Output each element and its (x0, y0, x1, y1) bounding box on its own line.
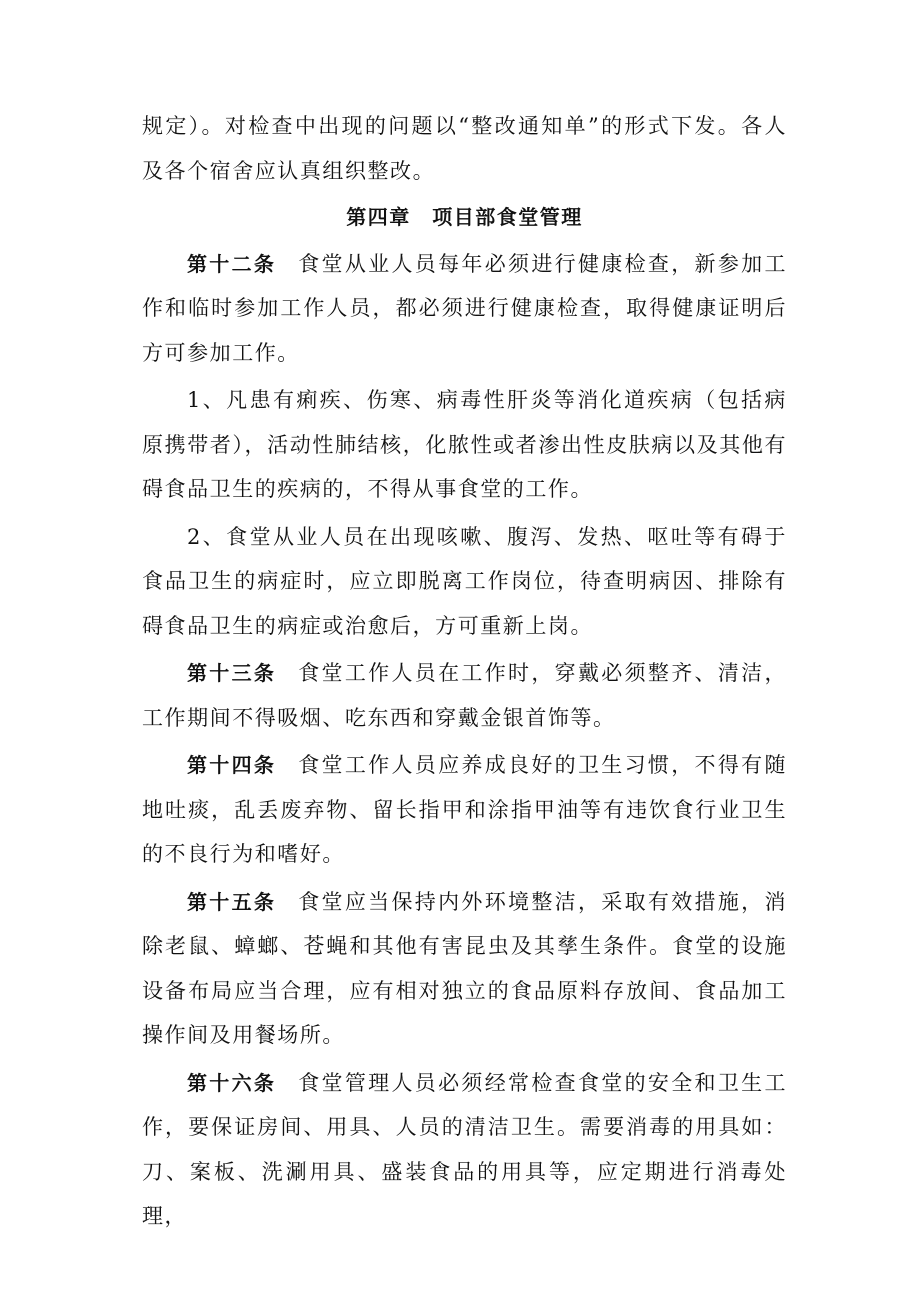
article-label: 第十四条 (187, 753, 277, 777)
article-text: 食堂应当保持内外环境整洁，采取有效措施，消除老鼠、蟑螂、苍蝇和其他有害昆虫及其孳生条件。食堂的设施设备布局应当合理，应有相对独立的食品原料存放间、食品加工操作间及用餐场所。 (142, 889, 787, 1047)
chapter-title: 第四章 项目部食堂管理 (346, 205, 583, 229)
article-text: 食堂工作人员应养成良好的卫生习惯，不得有随地吐痰，乱丢废弃物、留长指甲和涂指甲油等有违饮食行业卫生的不良行为和嗜好。 (142, 753, 787, 866)
article-14 (142, 743, 787, 877)
document-body (142, 104, 787, 1239)
article-label: 第十五条 (187, 889, 277, 914)
article-15 (142, 880, 787, 1058)
article-label: 第十六条 (187, 1070, 277, 1095)
article-text: 食堂管理人员必须经常检查食堂的安全和卫生工作，要保证房间、用具、人员的清洁卫生。需要消毒的用具如：刀、案板、洗涮用具、盛装食品的用具等，应定期进行消毒处理， (142, 1070, 787, 1228)
article-label: 第十三条 (187, 661, 277, 685)
article-text: 食堂从业人员每年必须进行健康检查，新参加工作和临时参加工作人员，都必须进行健康检查，取得健康证明后方可参加工作。 (142, 251, 787, 365)
article-12 (142, 242, 787, 376)
article-label: 第十二条 (187, 251, 277, 276)
article-text: 食堂工作人员在工作时，穿戴必须整齐、清洁，工作期间不得吸烟、吃东西和穿戴金银首饰等。 (142, 661, 787, 730)
article-12-item-2: 2、食堂从业人员在出现咳嗽、腹泻、发热、呕吐等有碍于食品卫生的病症时，应立即脱离工作岗位，待查明病因、排除有碍食品卫生的病症或治愈后，方可重新上岗。 (142, 524, 787, 638)
continuation-paragraph: 规定）。对检查中出现的问题以“整改通知单”的形式下发。各人及各个宿舍应认真组织整改。 (142, 114, 787, 183)
article-13 (142, 651, 787, 740)
article-12-item-1: 1、凡患有痢疾、伤寒、病毒性肝炎等消化道疾病（包括病原携带者），活动性肺结核，化脓性或者渗出性皮肤病以及其他有碍食品卫生的疾病的，不得从事食堂的工作。 (142, 388, 787, 501)
article-16 (142, 1061, 787, 1239)
